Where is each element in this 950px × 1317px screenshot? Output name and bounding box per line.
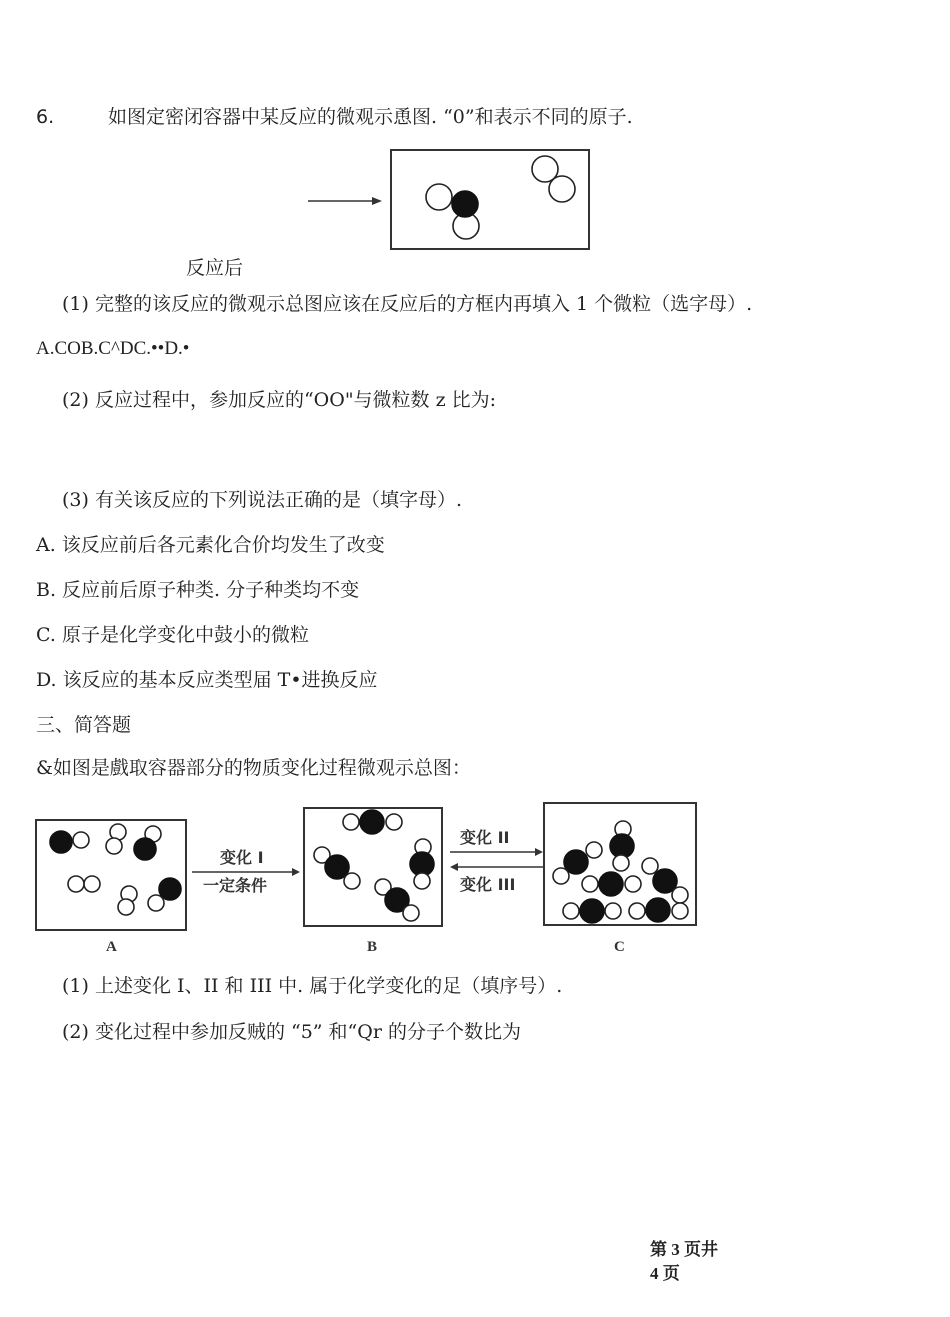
white-atom xyxy=(586,842,602,858)
black-atom xyxy=(452,191,478,217)
reaction-figure xyxy=(0,0,950,300)
white-atom xyxy=(375,879,391,895)
white-atom xyxy=(582,876,598,892)
white-atom xyxy=(642,858,658,874)
figure-label: 反应后 xyxy=(186,257,244,279)
white-atom xyxy=(613,855,629,871)
question-8-stem: &如图是戲取容器部分的物质变化过程微观示总图： xyxy=(36,757,471,779)
option-b: B. 反应前后原子种类. 分子种类均不变 xyxy=(36,579,360,601)
white-atom xyxy=(563,903,579,919)
white-atom xyxy=(403,905,419,921)
white-atom xyxy=(605,903,621,919)
white-atom xyxy=(68,876,84,892)
arrow-change-2-label: 变化 II xyxy=(460,828,510,847)
question-number: 6. xyxy=(36,106,55,128)
q8-sub-question-2: (2) 变化过程中参加反贼的 “5” 和“Qr 的分子个数比为 xyxy=(62,1021,521,1043)
white-atom xyxy=(426,184,452,210)
page-footer-line-2: 4 页 xyxy=(650,1264,680,1283)
white-atom xyxy=(629,903,645,919)
sub-question-1: (1) 完整的该反应的微观示总图应该在反应后的方框内再填入 1 个微粒（选字母）. xyxy=(62,293,753,315)
black-atom xyxy=(653,869,677,893)
black-atom xyxy=(599,872,623,896)
arrow-change-1-head xyxy=(292,868,300,876)
box-b-label: B xyxy=(367,939,378,955)
black-atom xyxy=(134,838,156,860)
white-atom xyxy=(314,847,330,863)
black-atom xyxy=(325,855,349,879)
box-a-label: A xyxy=(106,939,117,955)
option-c: C. 原子是化学变化中鼓小的微粒 xyxy=(36,624,309,646)
white-atom xyxy=(615,821,631,837)
white-atom xyxy=(625,876,641,892)
sub-question-2: (2) 反应过程中，参加反应的“OO"与微粒数 z 比为: xyxy=(62,389,497,411)
box-b xyxy=(304,808,442,926)
black-atom xyxy=(646,898,670,922)
white-atom xyxy=(386,814,402,830)
white-atom xyxy=(106,838,122,854)
white-atom xyxy=(415,839,431,855)
option-a: A. 该反应前后各元素化合价均发生了改变 xyxy=(36,534,385,556)
white-atom xyxy=(148,895,164,911)
white-atom xyxy=(343,814,359,830)
white-atom xyxy=(672,903,688,919)
white-atom xyxy=(110,824,126,840)
sub-question-1-options: A.COB.C^DC.••D.• xyxy=(36,338,190,359)
black-atom xyxy=(610,834,634,858)
white-atom xyxy=(414,873,430,889)
arrow-change-3-head xyxy=(450,863,458,871)
arrow-change-2-head xyxy=(535,848,543,856)
black-atom xyxy=(580,899,604,923)
arrow-change-3-label: 变化 III xyxy=(460,875,516,894)
white-atom xyxy=(121,886,137,902)
white-atom xyxy=(73,832,89,848)
box-a xyxy=(36,820,186,930)
black-atom xyxy=(564,850,588,874)
black-atom xyxy=(410,852,434,876)
white-atom xyxy=(553,868,569,884)
white-atom xyxy=(344,873,360,889)
box-c-label: C xyxy=(614,939,625,955)
section-heading: 三、简答题 xyxy=(36,714,132,736)
question-stem: 如图定密闭容器中某反应的微观示恿图. “0”和表示不同的原子. xyxy=(108,106,633,128)
white-atom xyxy=(145,826,161,842)
black-atom xyxy=(385,888,409,912)
white-atom xyxy=(118,899,134,915)
reaction-arrow-head xyxy=(372,197,382,205)
black-atom xyxy=(50,831,72,853)
arrow-change-1-top-label: 变化 I xyxy=(220,848,264,867)
sub-question-3: (3) 有关该反应的下列说法正确的是（填字母）. xyxy=(62,489,462,511)
q8-sub-question-1: (1) 上述变化 I、II 和 III 中. 属于化学变化的足（填序号）. xyxy=(62,975,563,997)
box-c xyxy=(544,803,696,925)
page-footer-line-1: 第 3 页井 xyxy=(650,1240,718,1259)
white-atom xyxy=(84,876,100,892)
black-atom xyxy=(360,810,384,834)
white-atom xyxy=(672,887,688,903)
white-atom xyxy=(549,176,575,202)
option-d: D. 该反应的基本反应类型届 T•进换反应 xyxy=(36,669,378,691)
black-atom xyxy=(159,878,181,900)
arrow-change-1-bottom-label: 一定条件 xyxy=(203,876,268,895)
